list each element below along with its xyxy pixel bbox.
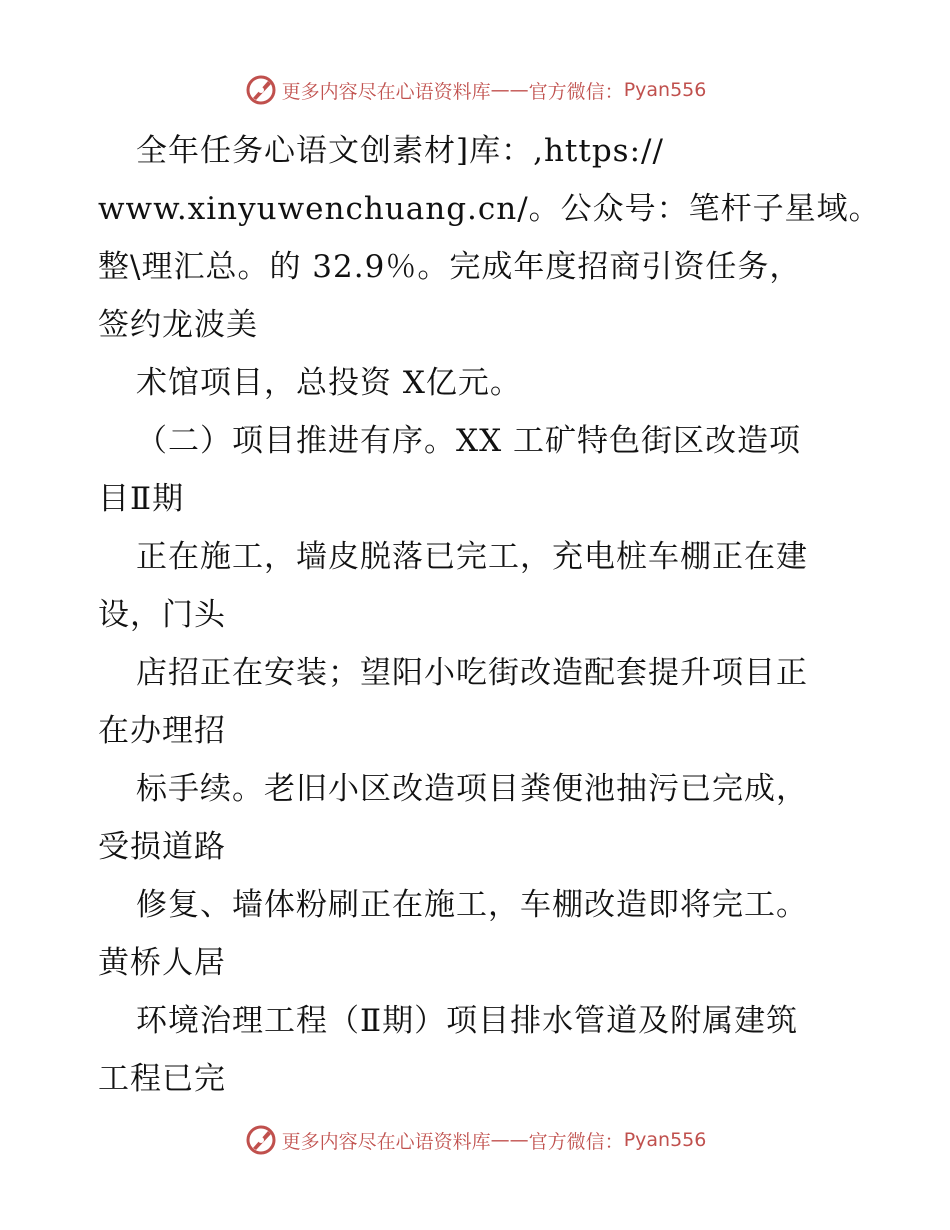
watermark-separator: —— [490, 79, 529, 101]
text-line: 在办理招 [98, 713, 226, 749]
text-line: 店招正在安装；望阳小吃街改造配套提升项目正 [136, 655, 808, 691]
header-watermark [0, 70, 950, 110]
text-line: 签约龙波美 [98, 307, 258, 343]
text-line: 标手续。老旧小区改造项目粪便池抽污已完成， [136, 771, 808, 807]
text-line: 正在施工，墙皮脱落已完工，充电桩车棚正在建 [136, 539, 808, 575]
text-line: （二）项目推进有序。XX 工矿特色街区改造项 [136, 423, 801, 459]
watermark-separator: —— [490, 1129, 529, 1151]
text-line: 修复、墙体粉刷正在施工，车棚改造即将完工。 [136, 887, 808, 923]
watermark-brand-text: 更多内容尽在心语资料库 [281, 1130, 491, 1153]
pen-seal-logo-icon [244, 1123, 278, 1157]
watermark-wechat-id: Pyan556 [623, 1129, 707, 1151]
text-line: 环境治理工程（Ⅱ期）项目排水管道及附属建筑 [136, 1003, 799, 1039]
text-line: 术馆项目，总投资 X亿元。 [136, 365, 522, 401]
text-line: 工程已完 [98, 1061, 226, 1097]
watermark-wechat-id: Pyan556 [623, 79, 707, 101]
text-line: www.xinyuwenchuang.cn/。公众号：笔杆子星域。 [98, 191, 881, 227]
watermark-brand-text: 更多内容尽在心语资料库 [281, 80, 491, 103]
text-line: 全年任务心语文创素材]库：,https:// [136, 133, 664, 169]
text-line: 目Ⅱ期 [98, 481, 185, 517]
document-body [98, 122, 881, 1108]
watermark-wechat-label: 官方微信： [528, 1130, 624, 1153]
text-line: 黄桥人居 [98, 945, 226, 981]
text-line: 受损道路 [98, 829, 226, 865]
text-line: 整\理汇总。的 32.9％。完成年度招商引资任务， [98, 249, 802, 285]
text-line: 设，门头 [98, 597, 226, 633]
footer-watermark [0, 1120, 950, 1160]
watermark-wechat-label: 官方微信： [528, 80, 624, 103]
pen-seal-logo-icon [244, 73, 278, 107]
